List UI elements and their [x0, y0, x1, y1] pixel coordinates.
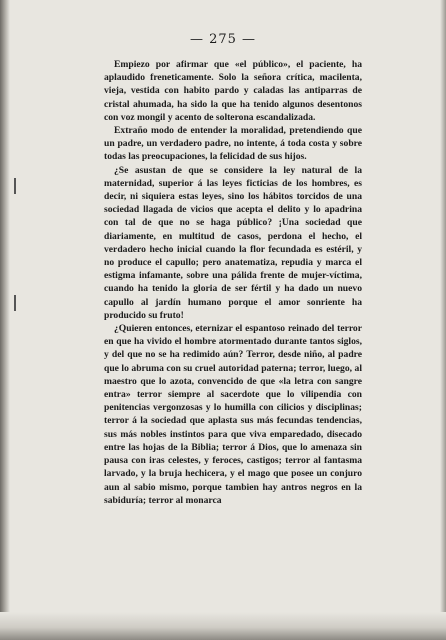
paragraph: ¿Quieren entonces, eternizar el espantoso reinado del terror en que ha vivido el hombre atormentado durante tantos siglos, y del que no se ha redimido aún? Terror, desde niño, al padre que lo abruma con su cruel autoridad paterna; terror, luego, al maestro que lo azota, convencido de que «la letra con sangre entra» terror siempre al sacerdote que lo vilipendia con penitencias vergonzosas y lo humilla con cilicios y disciplinas; terror á la sociedad que aplasta sus más fecundas tendencias, sus más nobles instintos para que viva emparedado, disecado entre las hojas de la Biblia; terror á Dios, que lo amenaza sin pausa con iras celestes, y feroces, castigos; terror al fantasma larvado, y la bruja hechicera, y el mago que posee un conjuro aun al sabio mismo, porque tambien hay antros negros en la sabiduría; terror al monarca — [104, 323, 362, 506]
paragraph: Empiezo por afirmar que «el público», el paciente, ha aplaudido freneticamente. Solo la señora crítica, macilenta, vieja, vestida con habito pardo y caladas las antiparras de cristal ahumada, ha sido la que ha tenido algunos desentonos con voz mongil y acento de solterona escandalizada. — [104, 59, 362, 123]
paragraph: Extraño modo de entender la moralidad, pretendiendo que un padre, un verdadero padre, no intente, á toda costa y sobre todas las preocupaciones, la felicidad de sus hijos. — [104, 125, 362, 163]
page-number: — 275 — — [189, 32, 257, 47]
margin-mark — [14, 178, 16, 194]
page-left-shadow — [0, 0, 10, 640]
page-bottom-shadow — [0, 612, 446, 640]
paragraph: ¿Se asustan de que se considere la ley natural de la maternidad, superior á las leyes ficticias de los hombres, es decir, ni siquiera estas leyes, sino los hábitos torcidos de una sociedad llagada de vicios que acepta el delito y lo apadrina con tal de que no se haga público? ¡Una sociedad que diariamente, en multitud de casos, perdona el hecho, el verdadero hecho inicial cuando la flor fecundada es estéril, y no produce el capullo; pero anatematiza, repudia y marca el estigma infamante, sobre una pálida frente de mujer-víctima, cuando ha tenido la gloria de ser fértil y ha dado un nuevo capullo al jardín humano porque el amor sonriente ha producido su fruto! — [104, 164, 362, 321]
page-right-shadow — [440, 0, 446, 640]
margin-mark — [14, 295, 16, 311]
body-text — [104, 58, 362, 507]
